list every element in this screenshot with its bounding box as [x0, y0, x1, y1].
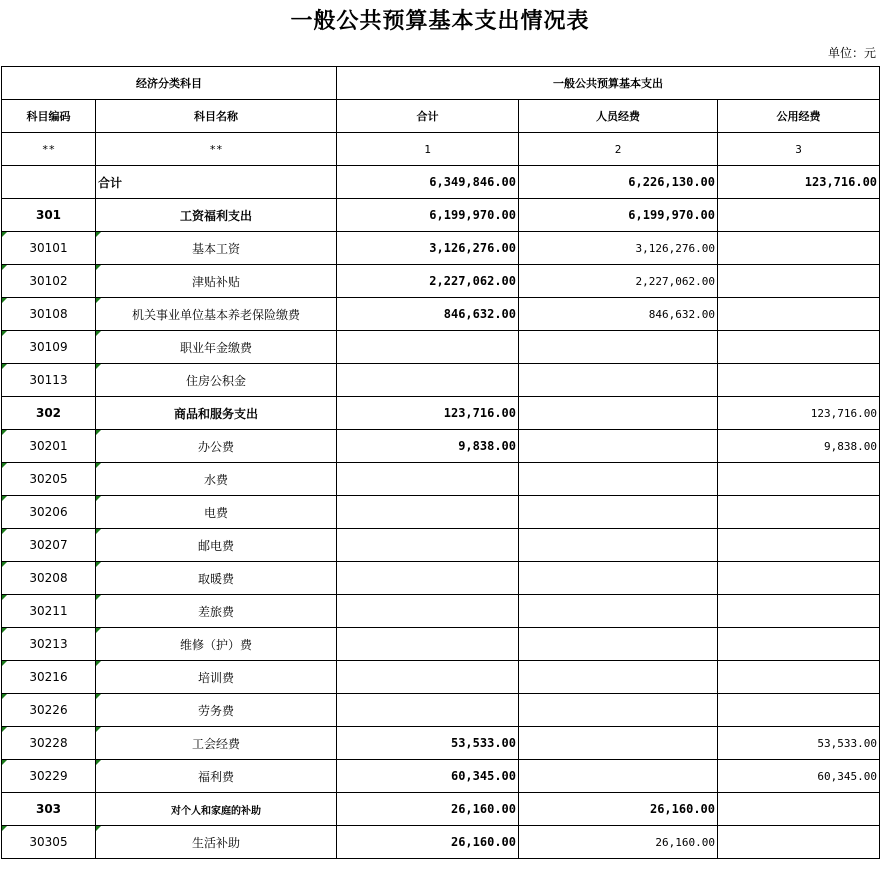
row-total	[337, 529, 519, 562]
row-total: 53,533.00	[337, 727, 519, 760]
header-group-row	[2, 67, 880, 100]
unit-label: 单位：元	[827, 46, 876, 60]
row-name: 机关事业单位基本养老保险缴费	[96, 298, 337, 331]
row-personnel	[519, 364, 718, 397]
table-row	[2, 265, 880, 298]
row-code: 30108	[2, 298, 96, 331]
header-column-row	[2, 100, 880, 133]
header-name: 科目名称	[96, 100, 337, 133]
row-name: 培训费	[96, 661, 337, 694]
row-public	[718, 529, 880, 562]
row-name: 水费	[96, 463, 337, 496]
index-personnel: 2	[519, 133, 718, 166]
row-total: 26,160.00	[337, 793, 519, 826]
row-public	[718, 826, 880, 859]
category-row	[2, 397, 880, 430]
row-total	[337, 562, 519, 595]
row-code: 30216	[2, 661, 96, 694]
table-row	[2, 727, 880, 760]
row-public	[718, 265, 880, 298]
category-row	[2, 199, 880, 232]
row-total: 60,345.00	[337, 760, 519, 793]
table-row	[2, 496, 880, 529]
table-row	[2, 661, 880, 694]
total-code	[2, 166, 96, 199]
index-name: **	[96, 133, 337, 166]
row-code: 30208	[2, 562, 96, 595]
row-code: 30113	[2, 364, 96, 397]
row-total: 3,126,276.00	[337, 232, 519, 265]
row-code: 30228	[2, 727, 96, 760]
row-personnel: 26,160.00	[519, 793, 718, 826]
row-name: 工资福利支出	[96, 199, 337, 232]
row-code: 30109	[2, 331, 96, 364]
row-name: 维修（护）费	[96, 628, 337, 661]
row-personnel	[519, 496, 718, 529]
row-code: 301	[2, 199, 96, 232]
row-code: 30102	[2, 265, 96, 298]
row-total	[337, 496, 519, 529]
row-code: 30211	[2, 595, 96, 628]
row-code: 30229	[2, 760, 96, 793]
row-code: 30226	[2, 694, 96, 727]
row-personnel	[519, 397, 718, 430]
row-name: 基本工资	[96, 232, 337, 265]
row-personnel	[519, 727, 718, 760]
total-row	[2, 166, 880, 199]
index-row	[2, 133, 880, 166]
row-personnel: 3,126,276.00	[519, 232, 718, 265]
header-total: 合计	[337, 100, 519, 133]
row-code: 303	[2, 793, 96, 826]
table-row	[2, 826, 880, 859]
row-public	[718, 595, 880, 628]
row-code: 302	[2, 397, 96, 430]
index-total: 1	[337, 133, 519, 166]
row-personnel	[519, 331, 718, 364]
row-code: 30205	[2, 463, 96, 496]
row-name: 差旅费	[96, 595, 337, 628]
row-name: 津贴补贴	[96, 265, 337, 298]
row-code: 30213	[2, 628, 96, 661]
index-code: **	[2, 133, 96, 166]
row-total: 9,838.00	[337, 430, 519, 463]
row-personnel	[519, 661, 718, 694]
row-personnel	[519, 595, 718, 628]
row-name: 邮电费	[96, 529, 337, 562]
row-name: 福利费	[96, 760, 337, 793]
table-row	[2, 331, 880, 364]
table-row	[2, 562, 880, 595]
row-public: 53,533.00	[718, 727, 880, 760]
table-row	[2, 760, 880, 793]
row-public	[718, 463, 880, 496]
header-economic-category: 经济分类科目	[2, 67, 337, 100]
row-public	[718, 364, 880, 397]
row-name: 电费	[96, 496, 337, 529]
row-name: 商品和服务支出	[96, 397, 337, 430]
row-total: 2,227,062.00	[337, 265, 519, 298]
header-code: 科目编码	[2, 100, 96, 133]
row-personnel: 26,160.00	[519, 826, 718, 859]
table-row	[2, 298, 880, 331]
row-total	[337, 331, 519, 364]
row-personnel: 846,632.00	[519, 298, 718, 331]
table-row	[2, 529, 880, 562]
row-code: 30305	[2, 826, 96, 859]
row-code: 30101	[2, 232, 96, 265]
row-public: 9,838.00	[718, 430, 880, 463]
row-public	[718, 199, 880, 232]
row-code: 30201	[2, 430, 96, 463]
row-total	[337, 463, 519, 496]
total-label: 合计	[96, 166, 337, 199]
row-personnel	[519, 694, 718, 727]
table-row	[2, 694, 880, 727]
row-name: 对个人和家庭的补助	[96, 793, 337, 826]
row-public	[718, 562, 880, 595]
row-total	[337, 694, 519, 727]
row-name: 办公费	[96, 430, 337, 463]
row-name: 劳务费	[96, 694, 337, 727]
row-total	[337, 628, 519, 661]
category-row	[2, 793, 880, 826]
total-personnel: 6,226,130.00	[519, 166, 718, 199]
row-name: 取暖费	[96, 562, 337, 595]
page-title: 一般公共预算基本支出情况表	[290, 8, 590, 34]
table-row	[2, 364, 880, 397]
row-public: 60,345.00	[718, 760, 880, 793]
row-personnel	[519, 562, 718, 595]
row-public	[718, 661, 880, 694]
row-name: 职业年金缴费	[96, 331, 337, 364]
row-code: 30207	[2, 529, 96, 562]
header-personnel: 人员经费	[519, 100, 718, 133]
table-row	[2, 232, 880, 265]
row-personnel	[519, 628, 718, 661]
row-name: 生活补助	[96, 826, 337, 859]
row-personnel: 6,199,970.00	[519, 199, 718, 232]
row-total: 123,716.00	[337, 397, 519, 430]
total-public: 123,716.00	[718, 166, 880, 199]
row-public	[718, 232, 880, 265]
table-row	[2, 463, 880, 496]
table-row	[2, 430, 880, 463]
row-total	[337, 364, 519, 397]
row-total	[337, 595, 519, 628]
row-personnel	[519, 529, 718, 562]
row-public	[718, 628, 880, 661]
row-total: 6,199,970.00	[337, 199, 519, 232]
row-personnel	[519, 463, 718, 496]
header-general-budget: 一般公共预算基本支出	[337, 67, 880, 100]
row-public	[718, 298, 880, 331]
row-total: 26,160.00	[337, 826, 519, 859]
row-name: 住房公积金	[96, 364, 337, 397]
index-public: 3	[718, 133, 880, 166]
row-public	[718, 793, 880, 826]
row-public	[718, 496, 880, 529]
total-amount: 6,349,846.00	[337, 166, 519, 199]
row-personnel	[519, 430, 718, 463]
row-total: 846,632.00	[337, 298, 519, 331]
table-row	[2, 595, 880, 628]
row-personnel: 2,227,062.00	[519, 265, 718, 298]
row-public	[718, 331, 880, 364]
row-public: 123,716.00	[718, 397, 880, 430]
header-public: 公用经费	[718, 100, 880, 133]
row-public	[718, 694, 880, 727]
row-personnel	[519, 760, 718, 793]
table-row	[2, 628, 880, 661]
budget-table	[1, 66, 880, 859]
row-total	[337, 661, 519, 694]
row-name: 工会经费	[96, 727, 337, 760]
row-code: 30206	[2, 496, 96, 529]
